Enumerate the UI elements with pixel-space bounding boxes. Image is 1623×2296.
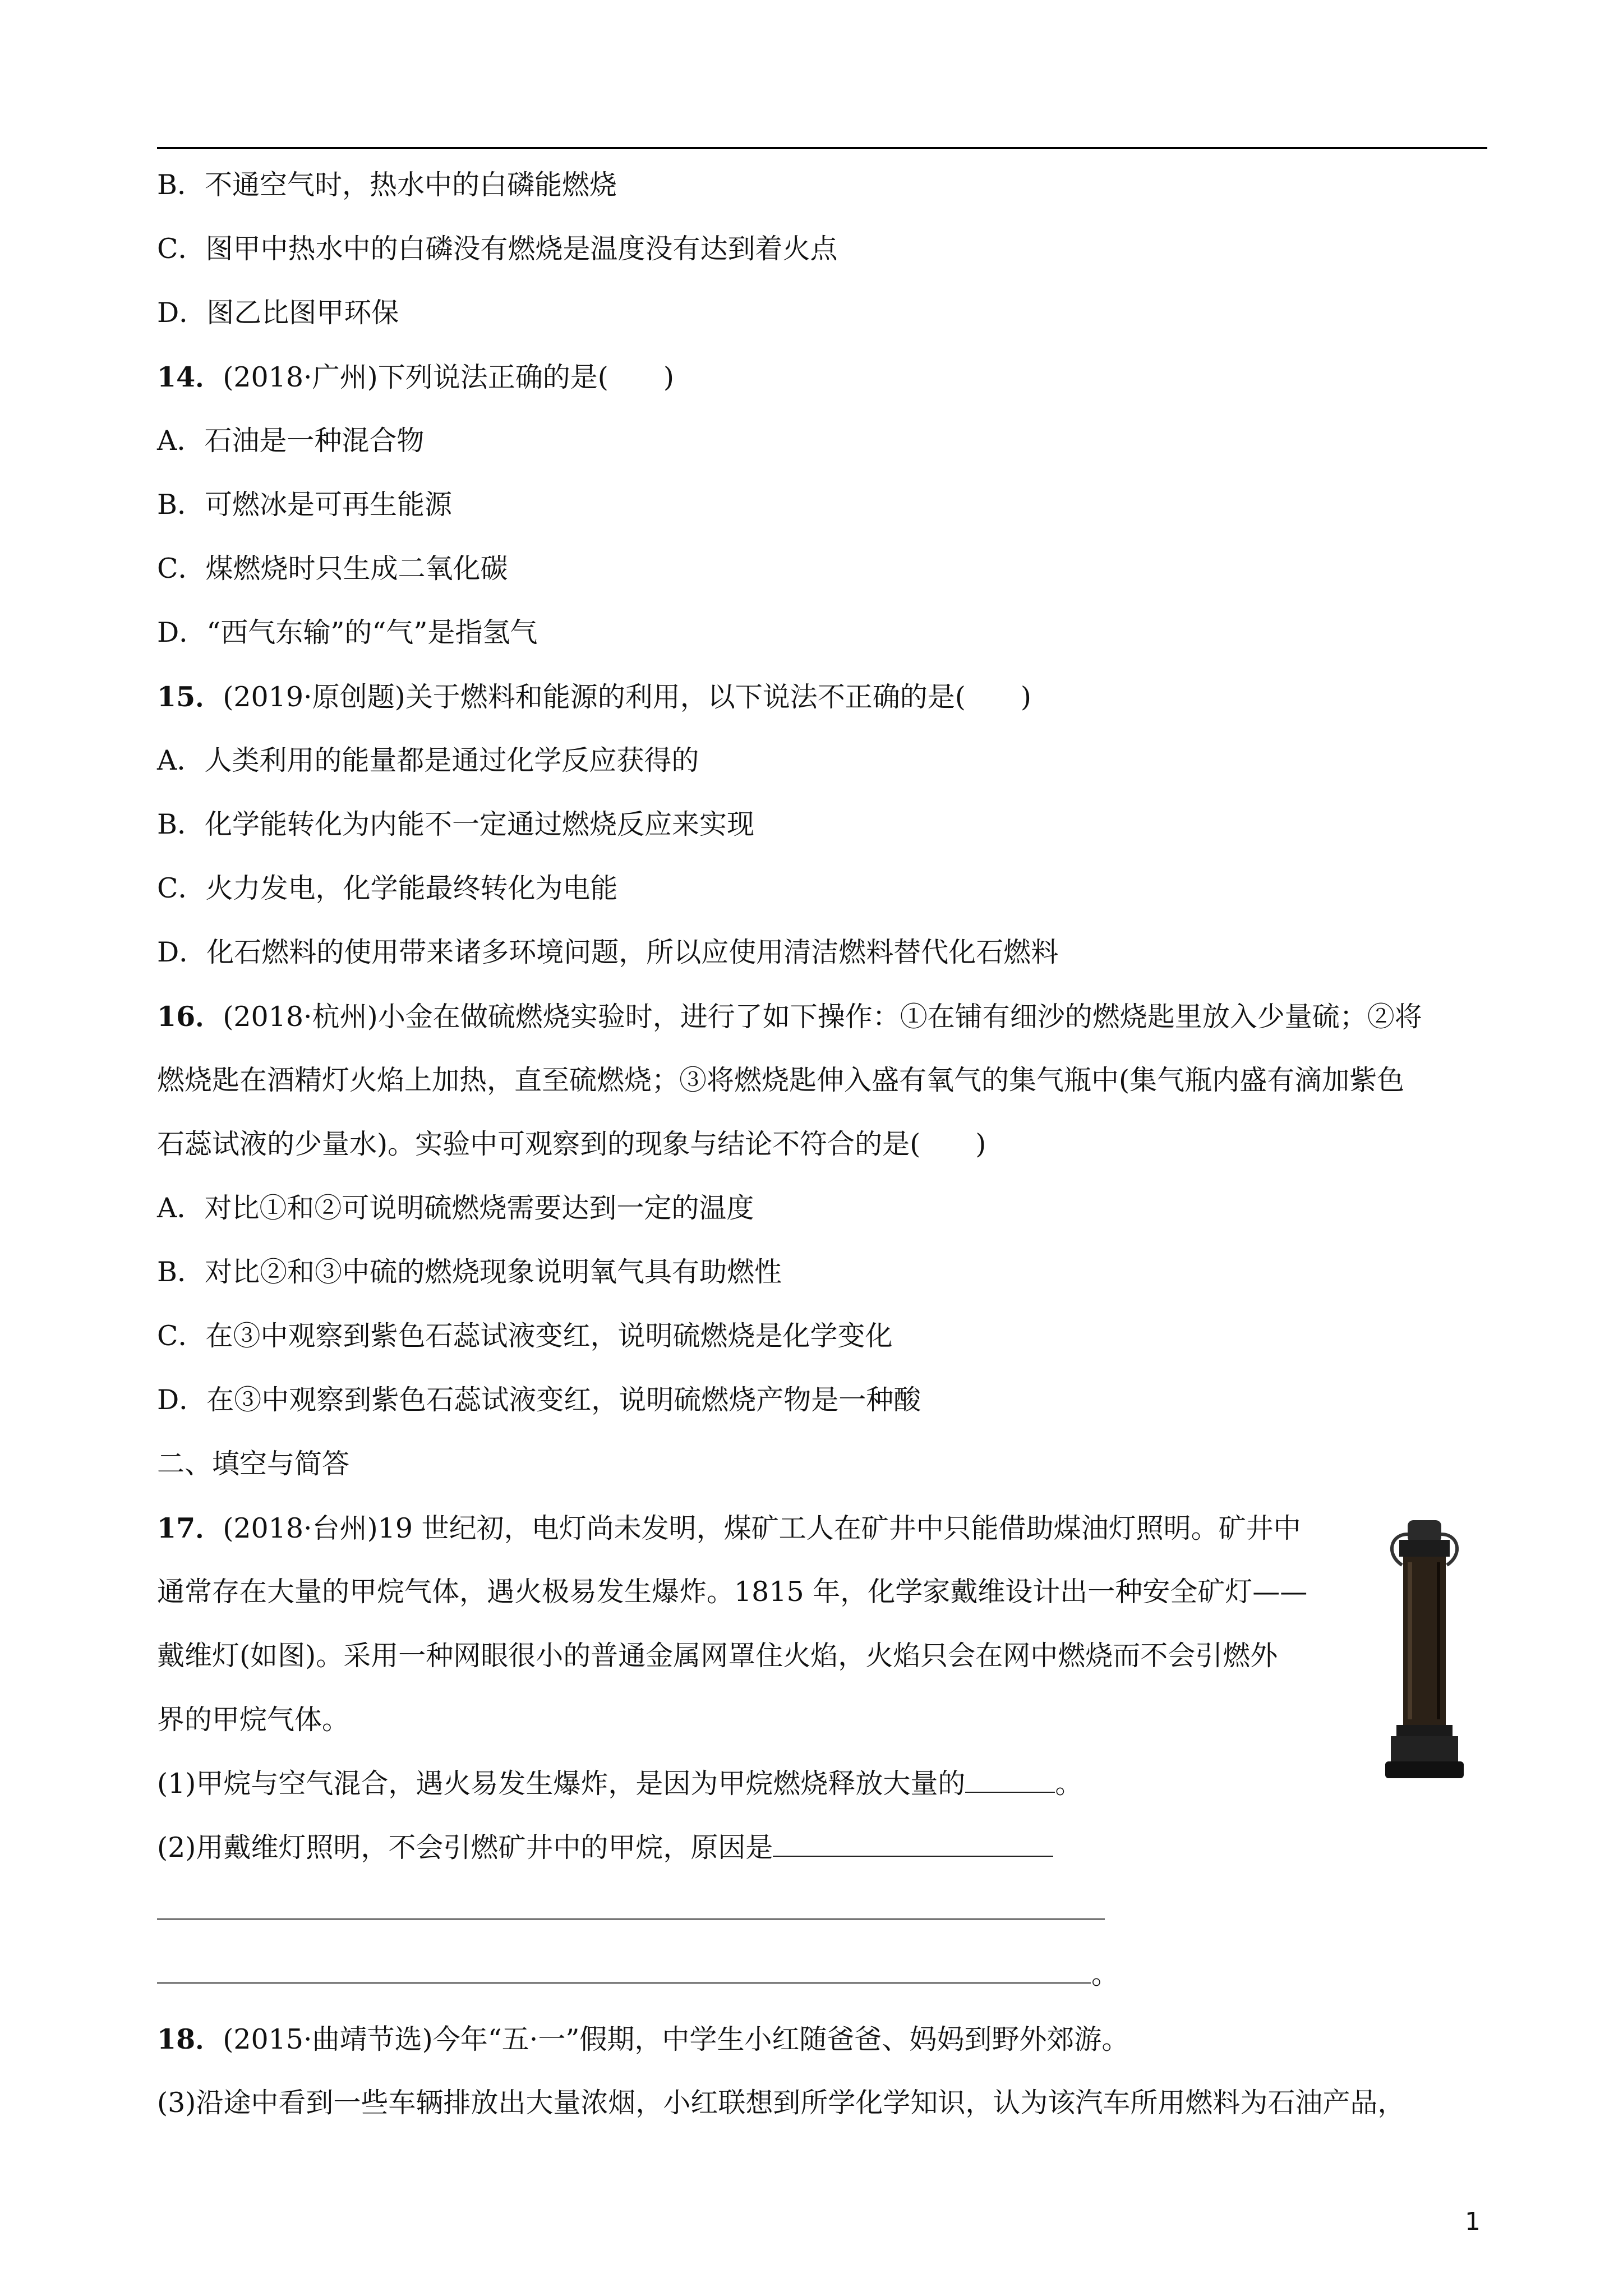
- q15-option-a: A．人类利用的能量都是通过化学反应获得的: [157, 744, 699, 776]
- q17-text-line-2: 通常存在大量的甲烷气体，遇火极易发生爆炸。1815 年，化学家戴维设计出一种安全矿灯——: [157, 1576, 1308, 1608]
- question-17: [157, 1511, 1301, 1545]
- answer-blank[interactable]: [965, 1791, 1055, 1793]
- q15-option-b: B．化学能转化为内能不一定通过燃烧反应来实现: [157, 808, 755, 840]
- header-rule: [157, 147, 1487, 149]
- q13-option-d: D．图乙比图甲环保: [157, 297, 399, 329]
- answer-blank[interactable]: [773, 1855, 1053, 1857]
- q16-option-a: A．对比①和②可说明硫燃烧需要达到一定的温度: [157, 1192, 754, 1224]
- question-number: 18．: [157, 2023, 223, 2055]
- question-number: 16．: [157, 1000, 223, 1033]
- question-15: [157, 680, 1031, 714]
- q13-option-b: B．不通空气时，热水中的白磷能燃烧: [157, 169, 617, 201]
- part-text: (2)用戴维灯照明，不会引燃矿井中的甲烷，原因是: [157, 1832, 773, 1864]
- q14-option-d: D．“西气东输”的“气”是指氢气: [157, 616, 538, 648]
- question-number: 14．: [157, 361, 223, 393]
- q18-part-3: (3)沿途中看到一些车辆排放出大量浓烟，小红联想到所学化学知识，认为该汽车所用燃料为石油产品，: [157, 2087, 1405, 2119]
- q14-option-b: B．可燃冰是可再生能源: [157, 489, 453, 521]
- q16-text-line-3: 石蕊试液的少量水)。实验中可观察到的现象与结论不符合的是( ): [157, 1128, 986, 1160]
- davy-lamp-photo: [1368, 1503, 1481, 1784]
- q17-text-line-3: 戴维灯(如图)。采用一种网眼很小的普通金属网罩住火焰，火焰只会在网中燃烧而不会引燃外: [157, 1640, 1278, 1672]
- question-text: (2019·原创题)关于燃料和能源的利用，以下说法不正确的是( ): [223, 681, 1031, 713]
- question-text: (2015·曲靖节选)今年“五·一”假期，中学生小红随爸爸、妈妈到野外郊游。: [223, 2023, 1129, 2055]
- q15-option-c: C．火力发电，化学能最终转化为电能: [157, 872, 618, 904]
- page-number: 1: [1465, 2207, 1481, 2236]
- q16-option-b: B．对比②和③中硫的燃烧现象说明氧气具有助燃性: [157, 1256, 782, 1288]
- question-text: (2018·台州)19 世纪初，电灯尚未发明，煤矿工人在矿井中只能借助煤油灯照明。矿井中: [223, 1512, 1301, 1544]
- q13-option-c: C．图甲中热水中的白磷没有燃烧是温度没有达到着火点: [157, 233, 838, 265]
- answer-line-end: 。: [1091, 1958, 1119, 1990]
- q16-text-line-2: 燃烧匙在酒精灯火焰上加热，直至硫燃烧；③将燃烧匙伸入盛有氧气的集气瓶中(集气瓶内盛有滴加紫色: [157, 1064, 1405, 1096]
- q15-option-d: D．化石燃料的使用带来诸多环境问题，所以应使用清洁燃料替代化石燃料: [157, 936, 1059, 968]
- section-heading: 二、填空与简答: [157, 1448, 350, 1480]
- q14-option-c: C．煤燃烧时只生成二氧化碳: [157, 553, 508, 585]
- answer-line[interactable]: [157, 1918, 1105, 1920]
- question-number: 17．: [157, 1512, 223, 1544]
- question-number: 15．: [157, 680, 223, 713]
- question-16: [157, 1000, 1422, 1034]
- answer-line[interactable]: [157, 1982, 1091, 1984]
- q14-option-a: A．石油是一种混合物: [157, 425, 425, 457]
- question-text: (2018·杭州)小金在做硫燃烧实验时，进行了如下操作：①在铺有细沙的燃烧匙里放入少量硫；②将: [223, 1001, 1422, 1033]
- q17-text-line-4: 界的甲烷气体。: [157, 1704, 350, 1736]
- question-18: [157, 2022, 1129, 2056]
- q17-part-2: [157, 1831, 1053, 1865]
- q16-option-d: D．在③中观察到紫色石蕊试液变红，说明硫燃烧产物是一种酸: [157, 1384, 921, 1416]
- part-end: 。: [1055, 1768, 1083, 1800]
- question-text: (2018·广州)下列说法正确的是( ): [223, 361, 674, 393]
- q16-option-c: C．在③中观察到紫色石蕊试液变红，说明硫燃烧是化学变化: [157, 1320, 893, 1352]
- question-14: [157, 360, 674, 394]
- part-text: (1)甲烷与空气混合，遇火易发生爆炸，是因为甲烷燃烧释放大量的: [157, 1768, 966, 1800]
- q17-part-1: [157, 1767, 1082, 1801]
